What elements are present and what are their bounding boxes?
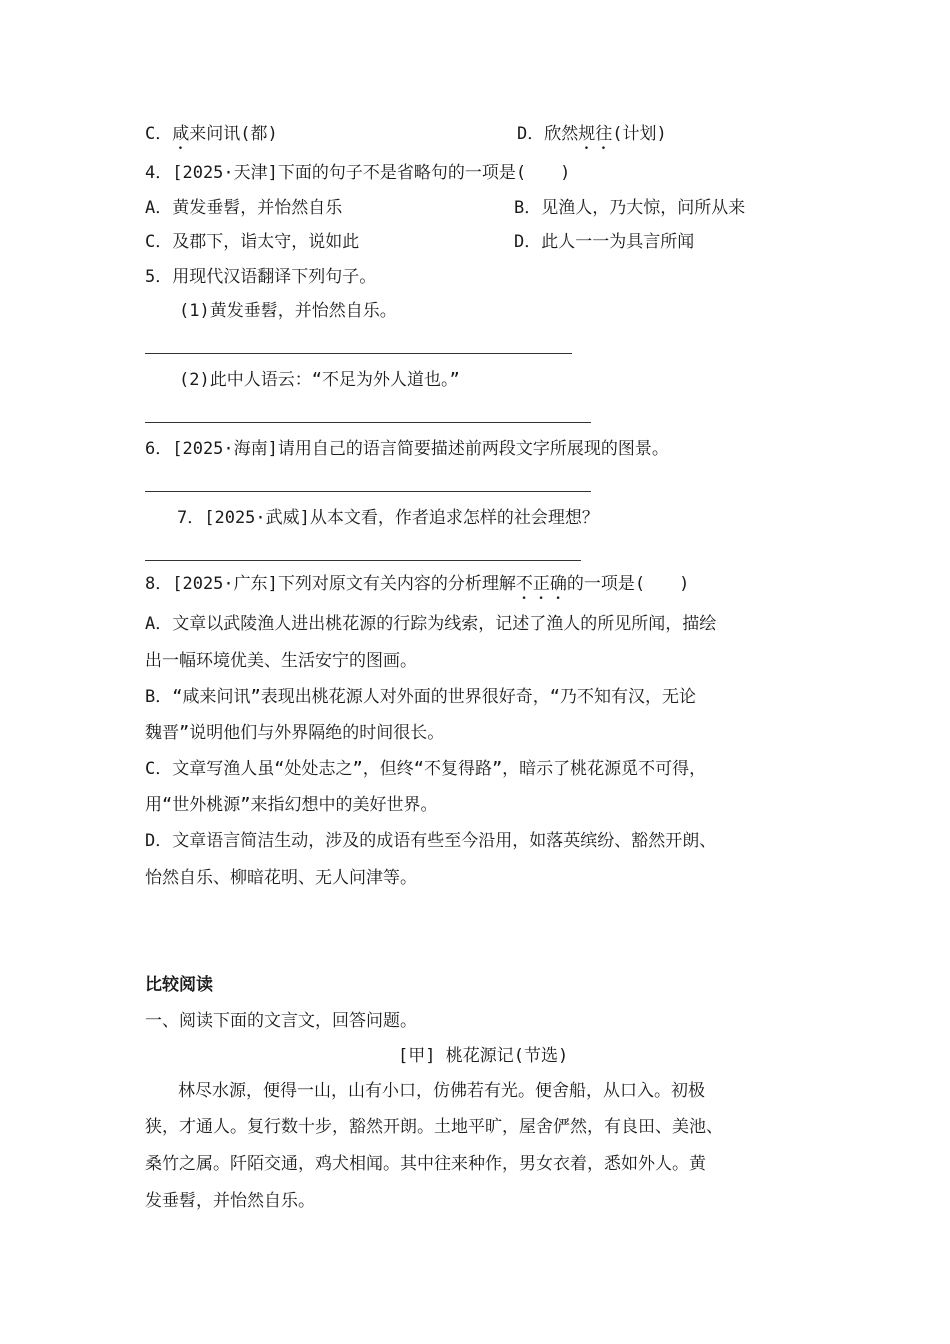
passage-line-1: 林尽水源，便得一山，山有小口，仿佛若有光。便舍船，从口入。初极 bbox=[178, 1081, 705, 1101]
q4-option-c: C．及郡下，诣太守，说如此 bbox=[145, 232, 360, 252]
q4-option-b: B．见渔人，乃大惊，问所从来 bbox=[514, 198, 746, 218]
q4-stem: 4．[2025·天津]下面的句子不是省略句的一项是( ) bbox=[145, 163, 571, 183]
q8-option-b-line-2: 魏晋”说明他们与外界隔绝的时间很长。 bbox=[145, 723, 445, 743]
q5-answer-line-1 bbox=[145, 353, 572, 354]
q3-option-d-emphasized: 规往 bbox=[578, 124, 613, 144]
q8-option-d-line-1: D．文章语言简洁生动，涉及的成语有些至今沿用，如落英缤纷、豁然开朗、 bbox=[145, 831, 717, 851]
q3-option-d: D．欣然规往(计划) bbox=[517, 124, 667, 144]
section-heading: 比较阅读 bbox=[145, 975, 213, 995]
q7-answer-line bbox=[145, 560, 581, 561]
q3-option-c: C．咸来问讯(都) bbox=[145, 124, 278, 144]
q5-stem: 5．用现代汉语翻译下列句子。 bbox=[145, 267, 377, 287]
q8-option-c-line-2: 用“世外桃源”来指幻想中的美好世界。 bbox=[145, 795, 438, 815]
q8-emphasized: 不正确 bbox=[515, 574, 567, 594]
q8-option-d-line-2: 怡然自乐、柳暗花明、无人问津等。 bbox=[145, 868, 417, 888]
q8-option-a-line-2: 出一幅环境优美、生活安宁的图画。 bbox=[145, 651, 417, 671]
q5-sentence-1: (1)黄发垂髫，并怡然自乐。 bbox=[179, 301, 397, 321]
q3-option-c-emphasized: 咸 bbox=[172, 124, 190, 144]
q8-option-b-line-1: B．“咸来问讯”表现出桃花源人对外面的世界很好奇，“乃不知有汉，无论 bbox=[145, 687, 696, 707]
passage-line-2: 狭，才通人。复行数十步，豁然开朗。土地平旷，屋舍俨然，有良田、美池、 bbox=[145, 1117, 723, 1137]
q5-sentence-2: (2)此中人语云：“不足为外人道也。” bbox=[179, 370, 460, 390]
q7-stem: 7．[2025·武威]从本文看，作者追求怎样的社会理想？ bbox=[177, 508, 599, 528]
q5-answer-line-2 bbox=[145, 422, 591, 423]
q4-option-d: D．此人一一为具言所闻 bbox=[514, 232, 695, 252]
q4-option-a: A．黄发垂髫，并怡然自乐 bbox=[145, 198, 343, 218]
passage-line-4: 发垂髫，并怡然自乐。 bbox=[145, 1191, 315, 1211]
q6-answer-line bbox=[145, 491, 591, 492]
q8-option-c-line-1: C．文章写渔人虽“处处志之”，但终“不复得路”，暗示了桃花源觅不可得， bbox=[145, 759, 707, 779]
section-intro: 一、阅读下面的文言文，回答问题。 bbox=[145, 1011, 417, 1031]
passage-line-3: 桑竹之属。阡陌交通，鸡犬相闻。其中往来种作，男女衣着，悉如外人。黄 bbox=[145, 1154, 706, 1174]
passage-title: [甲] 桃花源记(节选) bbox=[398, 1046, 569, 1066]
q8-stem: 8．[2025·广东]下列对原文有关内容的分析理解不正确的一项是( ) bbox=[145, 574, 690, 594]
q6-stem: 6．[2025·海南]请用自己的语言简要描述前两段文字所展现的图景。 bbox=[145, 439, 669, 459]
q8-option-a-line-1: A．文章以武陵渔人进出桃花源的行踪为线索，记述了渔人的所见所闻，描绘 bbox=[145, 614, 717, 634]
